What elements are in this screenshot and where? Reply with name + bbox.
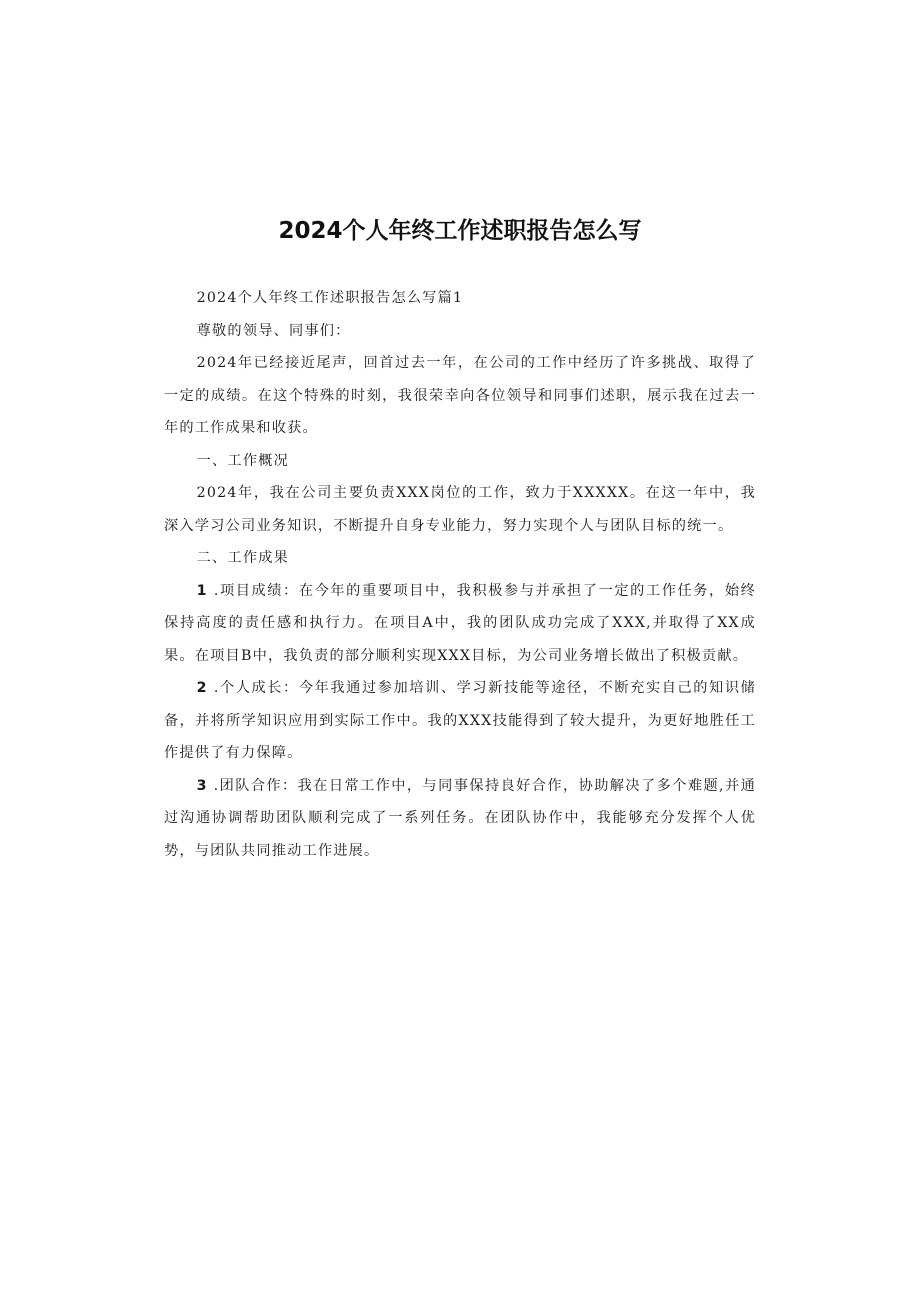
document-body (164, 282, 756, 867)
section-heading-overview: 一、工作概况 (196, 452, 289, 469)
list-item-text: .团队合作：我在日常工作中，与同事保持良好合作，协助解决了多个难题,并通过沟通协调帮助团队顺利完成了一系列任务。在团队协作中，我能够充分发挥个人优势，与团队共同推动工作进展。 (164, 777, 756, 859)
list-item-number: 2 (196, 680, 208, 696)
section-heading-results: 二、工作成果 (196, 550, 289, 566)
intro-paragraph: 2024年已经接近尾声，回首过去一年，在公司的工作中经历了许多挑战、取得了一定的成绩。在这个特殊的时刻，我很荣幸向各位领导和同事们述职，展示我在过去一年的工作成果和收获。 (164, 355, 756, 436)
list-item (164, 575, 756, 673)
document-subtitle: 2024个人年终工作述职报告怎么写篇1 (196, 290, 464, 306)
list-item-text: .个人成长：今年我通过参加培训、学习新技能等途径，不断充实自己的知识储备，并将所学知识应用到实际工作中。我的XXX技能得到了较大提升，为更好地胜任工作提供了有力保障。 (164, 680, 756, 761)
list-item (164, 672, 756, 770)
list-item-text: .项目成绩：在今年的重要项目中，我积极参与并承担了一定的工作任务，始终保持高度的责任感和执行力。在项目A中，我的团队成功完成了XXX,并取得了XX成果。在项目B中，我负责的部分顺利实现XXX目标，为公司业务增长做出了积极贡献。 (164, 582, 756, 664)
list-item-number: 3 (196, 777, 208, 794)
greeting-paragraph: 尊敬的领导、同事们： (196, 322, 351, 339)
list-item-number: 1 (196, 582, 208, 599)
list-item (164, 770, 756, 868)
overview-paragraph: 2024年，我在公司主要负责XXX岗位的工作，致力于XXXXX。在这一年中，我深入学习公司业务知识，不断提升自身专业能力，努力实现个人与团队目标的统一。 (164, 485, 756, 534)
document-title: 2024个人年终工作述职报告怎么写 (278, 218, 642, 244)
